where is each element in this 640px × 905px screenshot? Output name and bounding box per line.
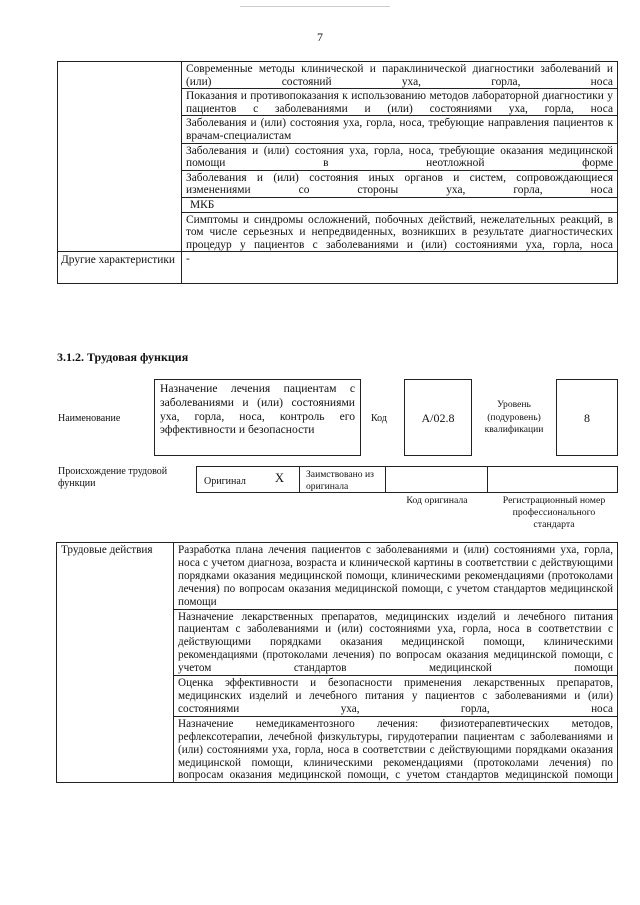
registration-number-box — [487, 466, 618, 493]
knowledge-row-1: Современные методы клинической и параклинической диагностики заболеваний и (или) состояний уха, горла, носа — [182, 62, 618, 89]
knowledge-row-6: МКБ — [182, 197, 618, 212]
function-name-box — [154, 379, 361, 456]
borrowed-label: Заимствовано из оригинала — [306, 469, 374, 492]
page-number: 7 — [317, 30, 323, 44]
origin-label: Происхождение трудовой функции — [58, 466, 168, 489]
knowledge-row-5: Заболевания и (или) состояния иных органов и систем, сопровождающиеся изменениями со стороны уха, горла, носа — [182, 170, 618, 197]
labor-actions-table — [56, 542, 618, 783]
knowledge-label-cell — [58, 62, 182, 252]
level-label: Уровень (подуровень) квалификации — [484, 399, 544, 435]
original-label: Оригинал — [204, 476, 246, 487]
original-mark: X — [275, 471, 285, 485]
function-code-value: A/02.8 — [421, 411, 455, 425]
labor-actions-label: Трудовые действия — [57, 543, 174, 783]
knowledge-row-4: Заболевания и (или) состояния уха, горла, носа, требующие оказания медицинской помощи в неотложной форме — [182, 143, 618, 170]
registration-number-caption: Регистрационный номер профессионального стандарта — [502, 495, 606, 530]
labor-action-row-4: Назначение немедикаментозного лечения: физиотерапевтических методов, рефлексотерапии, лечебной физкультуры, гирудотерапии пациентам с заболеваниями и (или) состояниями уха, горла, носа в соответствии с действующими порядками оказания медицинской помощи, клиническими рекомендациями (протоколами лечения) по вопросам оказания медицинской помощи, с учетом стандартов медицинской помощи — [174, 716, 618, 783]
labor-action-row-1: Разработка плана лечения пациентов с заболеваниями и (или) состояниями уха, горла, носа с учетом диагноза, возраста и клинической картины в соответствии с действующими порядками оказания медицинской помощи, клиническими рекомендациями (протоколами лечения) по вопросам оказания медицинской помощи, с учетом стандартов медицинской помощи — [174, 543, 618, 610]
level-value: 8 — [584, 411, 590, 425]
knowledge-table — [57, 61, 618, 284]
name-label: Наименование — [58, 413, 121, 424]
original-code-caption: Код оригинала — [406, 495, 468, 506]
function-name-text: Назначение лечения пациентам с заболеваниями и (или) состояниями уха, горла, носа, контроль его эффективности и безопасности — [160, 382, 355, 437]
original-box — [196, 466, 300, 493]
labor-action-row-3: Оценка эффективности и безопасности применения лекарственных препаратов, медицинских изделий и лечебного питания у пациентов с заболеваниями и (или) состояниями уха, горла, носа — [174, 676, 618, 717]
other-characteristics-value: - — [182, 252, 618, 284]
knowledge-row-2: Показания и противопоказания к использованию методов лабораторной диагностики у пациентов с заболеваниями и (или) состояниями уха, горла, носа — [182, 89, 618, 116]
level-box — [556, 379, 618, 456]
knowledge-row-3: Заболевания и (или) состояния уха, горла, носа, требующие направления пациентов к врачам-специалистам — [182, 116, 618, 143]
original-code-box — [385, 466, 488, 493]
code-label: Код — [371, 413, 387, 424]
labor-action-row-2: Назначение лекарственных препаратов, медицинских изделий и лечебного питания пациентам с заболеваниями и (или) состояниями уха, горла, носа в соответствии с действующими порядками оказания медицинской помощи, клиническими рекомендациями (протоколами лечения) по вопросам оказания медицинской помощи, с учетом стандартов медицинской помощи — [174, 609, 618, 676]
scan-edge-line — [240, 6, 390, 7]
section-title: 3.1.2. Трудовая функция — [57, 350, 189, 364]
function-code-box — [404, 379, 472, 456]
other-characteristics-label: Другие характеристики — [58, 252, 182, 284]
borrowed-box — [299, 466, 386, 493]
knowledge-row-7: Симптомы и синдромы осложнений, побочных действий, нежелательных реакций, в том числе серьезных и непредвиденных, возникших в результате диагностических процедур у пациентов с заболеваниями и (или) состояниями уха, горла, носа — [182, 212, 618, 252]
